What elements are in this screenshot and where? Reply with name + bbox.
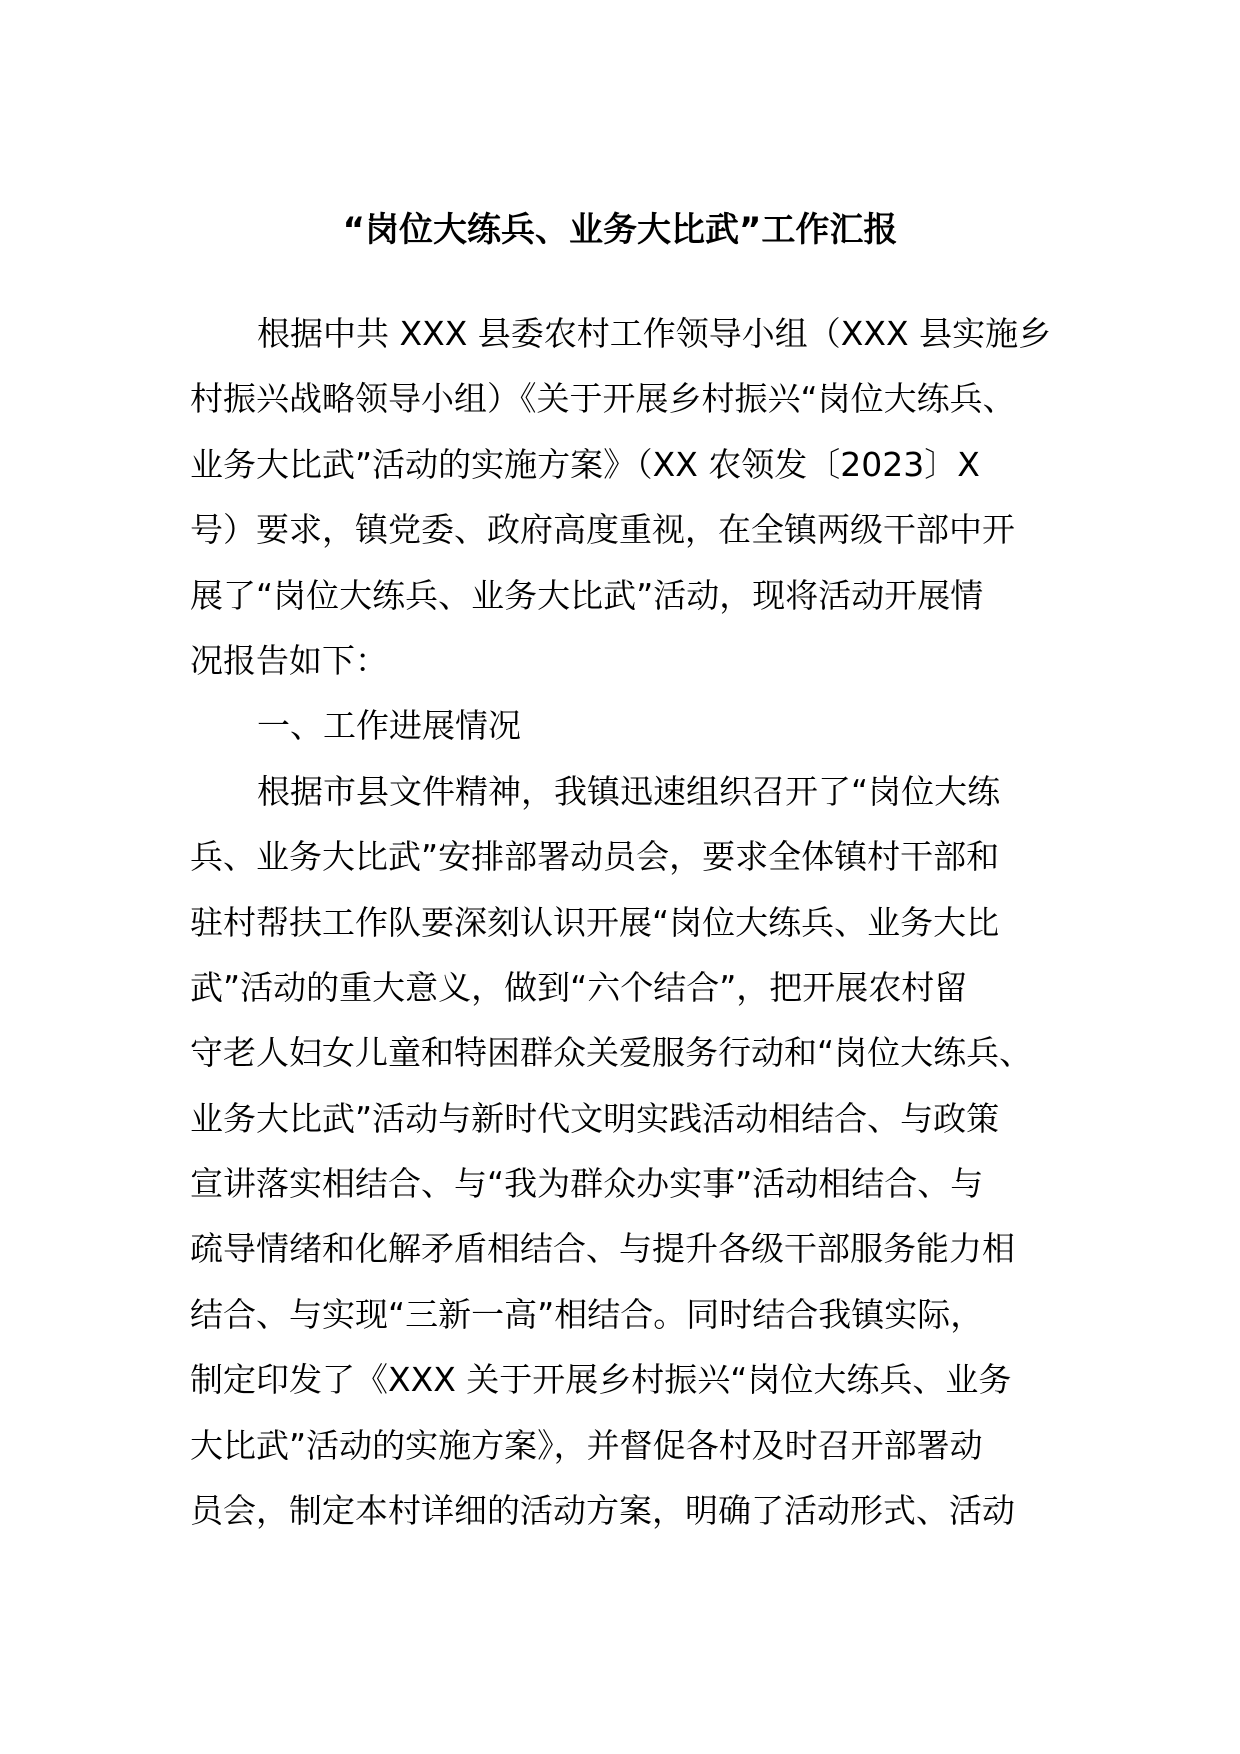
paragraph-line: 展了“岗位大练兵、业务大比武”活动，现将活动开展情 (190, 575, 984, 615)
paragraph-line: 根据市县文件精神，我镇迅速组织召开了“岗位大练 (257, 771, 1001, 811)
paragraph-line: 业务大比武”活动的实施方案》（XX 农领发〔2023〕X (190, 444, 980, 484)
paragraph-line: 号）要求，镇党委、政府高度重视，在全镇两级干部中开 (190, 510, 1015, 550)
paragraph-line: 况报告如下： (190, 640, 388, 680)
document-title: “岗位大练兵、业务大比武”工作汇报 (342, 210, 898, 250)
paragraph-line: 兵、业务大比武”安排部署动员会，要求全体镇村干部和 (190, 837, 1000, 877)
paragraph-line: 村振兴战略领导小组）《关于开展乡村振兴“岗位大练兵、 (190, 379, 1016, 419)
paragraph-line: 驻村帮扶工作队要深刻认识开展“岗位大练兵、业务大比 (190, 902, 1000, 942)
paragraph-line: 宣讲落实相结合、与“我为群众办实事”活动相结合、与 (190, 1164, 984, 1204)
paragraph-line: 根据中共 XXX 县委农村工作领导小组（XXX 县实施乡 (257, 314, 1052, 353)
paragraph-line: 员会，制定本村详细的活动方案，明确了活动形式、活动 (190, 1491, 1015, 1531)
paragraph-line: 业务大比武”活动与新时代文明实践活动相结合、与政策 (190, 1098, 1000, 1138)
paragraph-line: 守老人妇女儿童和特困群众关爱服务行动和“岗位大练兵、 (190, 1033, 1033, 1073)
paragraph-line: 武”活动的重大意义，做到“六个结合”，把开展农村留 (190, 967, 968, 1007)
paragraph-line: 大比武”活动的实施方案》，并督促各村及时召开部署动 (190, 1425, 983, 1465)
paragraph-line: 制定印发了《XXX 关于开展乡村振兴“岗位大练兵、业务 (190, 1360, 1012, 1400)
paragraph-line: 疏导情绪和化解矛盾相结合、与提升各级干部服务能力相 (190, 1229, 1015, 1269)
section-heading: 一、工作进展情况 (257, 706, 521, 746)
document-body (190, 301, 1070, 1543)
paragraph-line: 结合、与实现“三新一高”相结合。同时结合我镇实际， (190, 1294, 984, 1334)
